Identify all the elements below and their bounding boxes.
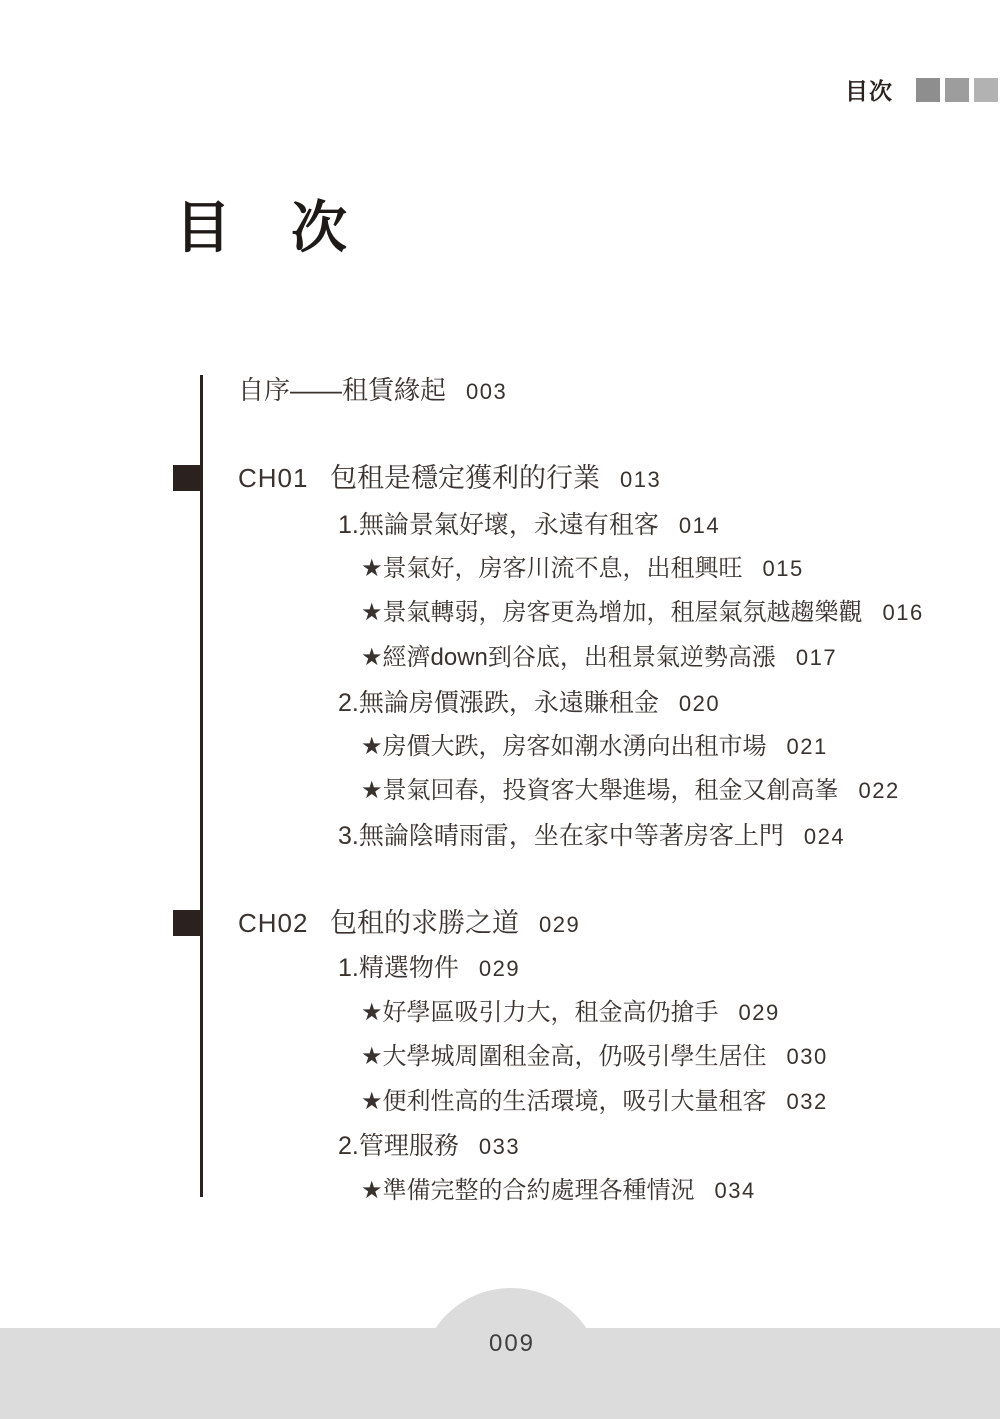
entry-label: 1.無論景氣好壞，永遠有租客 <box>338 511 659 539</box>
toc-entry-star <box>361 998 780 1028</box>
entry-page: 014 <box>678 513 721 538</box>
deco-square-icon <box>945 78 969 102</box>
entry-page: 015 <box>762 556 804 581</box>
deco-square-icon <box>916 78 940 102</box>
chapter-marker-icon <box>173 465 200 491</box>
toc-entry-item <box>338 510 720 541</box>
entry-page: 020 <box>678 691 721 716</box>
toc-entry-star <box>361 776 900 806</box>
entry-label: 1.精選物件 <box>338 954 459 982</box>
page-number: 009 <box>488 1330 536 1357</box>
running-header <box>845 73 998 106</box>
entry-page: 033 <box>478 1134 521 1159</box>
entry-label: ★景氣好，房客川流不息，出租興旺 <box>361 555 743 582</box>
entry-page: 024 <box>803 824 846 849</box>
entry-label: ★好學區吸引力大，租金高仍搶手 <box>361 999 719 1026</box>
entry-label: 3.無論陰晴雨雷，坐在家中等著房客上門 <box>338 822 784 850</box>
entry-label: 2.無論房價漲跌，永遠賺租金 <box>338 689 659 717</box>
entry-page: 029 <box>478 956 521 981</box>
toc-entry-item <box>338 821 845 852</box>
entry-label: ★準備完整的合約處理各種情況 <box>361 1177 695 1204</box>
entry-page: 021 <box>786 734 828 759</box>
chapter-marker-icon <box>173 910 200 936</box>
page-title: 目 次 <box>175 198 349 260</box>
entry-page: 003 <box>466 379 508 404</box>
toc-entry-item <box>338 1131 520 1162</box>
entry-page: 029 <box>539 912 581 937</box>
entry-label: 自序——租賃緣起 <box>238 375 447 405</box>
entry-page: 032 <box>786 1089 828 1114</box>
toc-entry-star <box>361 1042 828 1072</box>
entry-label: 包租是穩定獲利的行業 <box>330 463 600 493</box>
toc-entry-star <box>361 643 837 673</box>
entry-page: 017 <box>795 645 838 670</box>
entry-label: 包租的求勝之道 <box>330 908 519 938</box>
toc-entry-star <box>361 732 828 762</box>
toc-entry-star <box>361 1087 828 1117</box>
toc-entry-item <box>338 953 520 984</box>
entry-label: ★便利性高的生活環境，吸引大量租客 <box>361 1088 767 1115</box>
entry-page: 022 <box>858 778 900 803</box>
toc-entry-star <box>361 554 804 584</box>
chapter-code: CH01 <box>238 463 309 493</box>
toc-entry-chapter <box>238 463 661 495</box>
entry-page: 013 <box>620 467 662 492</box>
toc-entry-item <box>338 688 720 719</box>
chapter-code: CH02 <box>238 908 309 938</box>
running-header-title: 目次 <box>845 78 893 104</box>
entry-label: ★景氣轉弱，房客更為增加，租屋氣氛越趨樂觀 <box>361 599 863 626</box>
toc-entry-star <box>361 1176 756 1206</box>
toc-entry-preface <box>238 375 507 407</box>
entry-label: ★房價大跌，房客如潮水湧向出租市場 <box>361 733 767 760</box>
entry-page: 034 <box>714 1178 756 1203</box>
entry-page: 029 <box>738 1000 780 1025</box>
entry-page: 016 <box>882 600 924 625</box>
deco-square-icon <box>974 78 998 102</box>
toc-entry-chapter <box>238 908 580 940</box>
entry-label: 2.管理服務 <box>338 1132 459 1160</box>
entry-label: ★經濟down到谷底，出租景氣逆勢高漲 <box>361 644 776 671</box>
toc-vertical-rule <box>200 375 203 1197</box>
entry-label: ★大學城周圍租金高，仍吸引學生居住 <box>361 1043 767 1070</box>
toc-entry-star <box>361 598 924 628</box>
entry-label: ★景氣回春，投資客大舉進場，租金又創高峯 <box>361 777 839 804</box>
entry-page: 030 <box>786 1044 828 1069</box>
